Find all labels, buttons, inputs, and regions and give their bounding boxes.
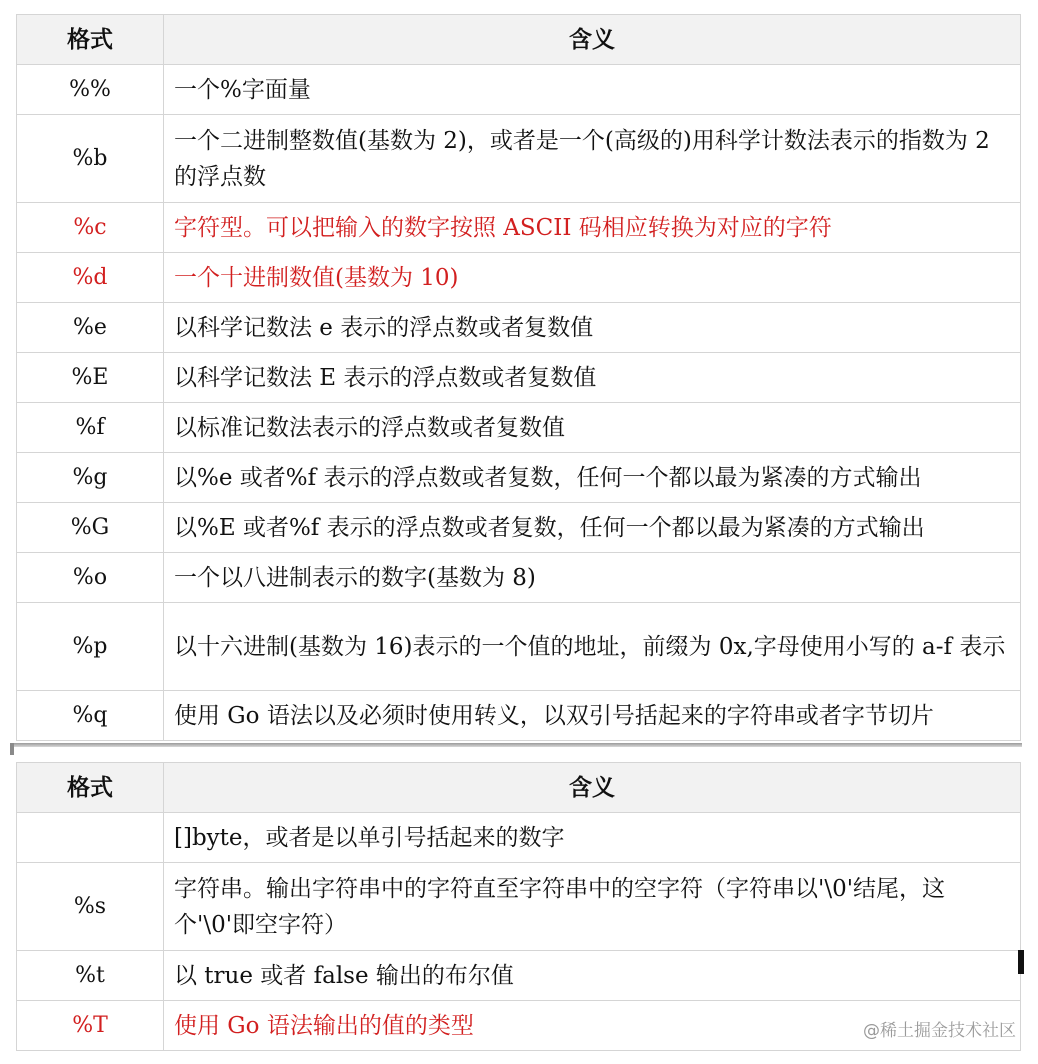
format-specifier: %f: [17, 403, 164, 453]
format-specifier: %s: [17, 863, 164, 951]
column-header-meaning: 含义: [164, 15, 1021, 65]
format-meaning: 以标准记数法表示的浮点数或者复数值: [164, 403, 1021, 453]
table-row: [17, 553, 1021, 603]
format-specifier: [17, 813, 164, 863]
table-row: [17, 691, 1021, 741]
format-meaning: []byte，或者是以单引号括起来的数字: [164, 813, 1021, 863]
table-row: [17, 863, 1021, 951]
table-row: [17, 115, 1021, 203]
table-row: [17, 453, 1021, 503]
format-meaning: 一个十进制数值(基数为 10): [164, 253, 1021, 303]
format-meaning: 使用 Go 语法输出的值的类型: [164, 1001, 1021, 1051]
format-meaning: 字符型。可以把输入的数字按照 ASCII 码相应转换为对应的字符: [164, 203, 1021, 253]
table-row: [17, 603, 1021, 691]
format-meaning: 以%e 或者%f 表示的浮点数或者复数，任何一个都以最为紧凑的方式输出: [164, 453, 1021, 503]
table-header-row: [17, 763, 1021, 813]
table-row: [17, 951, 1021, 1001]
format-meaning: 使用 Go 语法以及必须时使用转义，以双引号括起来的字符串或者字节切片: [164, 691, 1021, 741]
format-specifier: %o: [17, 553, 164, 603]
column-header-format: 格式: [17, 763, 164, 813]
format-meaning: 字符串。输出字符串中的字符直至字符串中的空字符（字符串以'\0'结尾，这个'\0'即空字符）: [164, 863, 1021, 951]
table-row: [17, 203, 1021, 253]
format-meaning: 一个二进制整数值(基数为 2)，或者是一个(高级的)用科学计数法表示的指数为 2 的浮点数: [164, 115, 1021, 203]
format-specifier: %p: [17, 603, 164, 691]
watermark: @稀土掘金技术社区: [863, 1021, 1016, 1041]
format-meaning: 一个以八进制表示的数字(基数为 8): [164, 553, 1021, 603]
format-specifier: %b: [17, 115, 164, 203]
format-table-2: [16, 762, 1021, 1051]
format-meaning: 以科学记数法 e 表示的浮点数或者复数值: [164, 303, 1021, 353]
table-row: [17, 503, 1021, 553]
edge-mark: [1018, 950, 1024, 974]
format-meaning: 以十六进制(基数为 16)表示的一个值的地址，前缀为 0x,字母使用小写的 a-f 表示: [164, 603, 1021, 691]
table-row: [17, 65, 1021, 115]
table-header-row: [17, 15, 1021, 65]
divider-tick: [10, 743, 14, 755]
format-specifier: %t: [17, 951, 164, 1001]
format-meaning: 以 true 或者 false 输出的布尔值: [164, 951, 1021, 1001]
format-meaning: 以%E 或者%f 表示的浮点数或者复数，任何一个都以最为紧凑的方式输出: [164, 503, 1021, 553]
table-row: [17, 403, 1021, 453]
format-specifier: %c: [17, 203, 164, 253]
format-specifier: %g: [17, 453, 164, 503]
table-row: [17, 303, 1021, 353]
format-specifier: %q: [17, 691, 164, 741]
format-specifier: %d: [17, 253, 164, 303]
format-meaning: 一个%字面量: [164, 65, 1021, 115]
format-specifier: %e: [17, 303, 164, 353]
column-header-format: 格式: [17, 15, 164, 65]
table-row: [17, 353, 1021, 403]
format-specifier: %T: [17, 1001, 164, 1051]
column-header-meaning: 含义: [164, 763, 1021, 813]
format-meaning: 以科学记数法 E 表示的浮点数或者复数值: [164, 353, 1021, 403]
table-divider: [10, 743, 1022, 747]
format-specifier: %E: [17, 353, 164, 403]
format-table-1: [16, 14, 1021, 741]
format-specifier: %%: [17, 65, 164, 115]
table-row: [17, 253, 1021, 303]
table-row: [17, 813, 1021, 863]
format-specifier: %G: [17, 503, 164, 553]
